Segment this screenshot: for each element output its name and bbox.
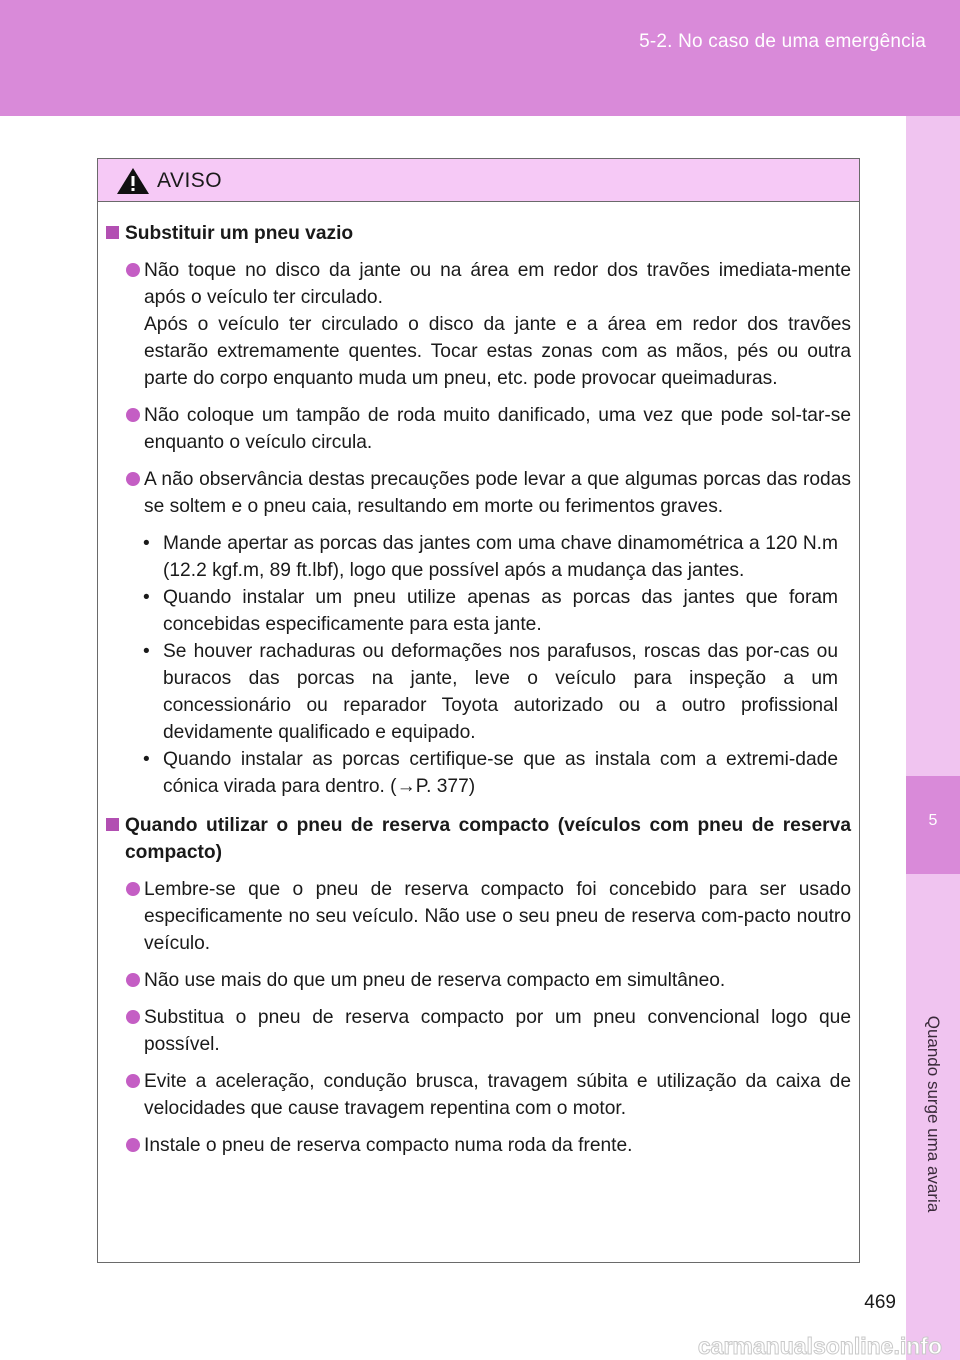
- bullet-item: [106, 967, 851, 994]
- top-header-band: [0, 0, 960, 116]
- dot-bullet-icon: •: [143, 587, 150, 608]
- circle-bullet-icon: [126, 882, 140, 896]
- circle-bullet-icon: [126, 408, 140, 422]
- bullet-paragraph: Evite a aceleração, condução brusca, travagem súbita e utilização da caixa de velocidades que cause travagem repentina com o motor.: [144, 1071, 851, 1119]
- bullet-item: [106, 876, 851, 957]
- sub-list-text: Se houver rachaduras ou deformações nos parafusos, roscas das por-cas ou buracos das porcas na jante, leve o veículo para inspeção a um concessionário ou reparador Toyota autorizado ou a outro profissional devidamente qualificado e equipado.: [163, 641, 838, 743]
- square-bullet-icon: [106, 818, 119, 831]
- bullet-paragraph: Após o veículo ter circulado o disco da jante e a área em redor dos travões estarão extremamente quentes. Tocar estas zonas com as mãos, pés ou outra parte do corpo enquanto muda um pneu, etc. pode provocar queimaduras.: [144, 314, 851, 389]
- bullet-paragraph: Substitua o pneu de reserva compacto por um pneu convencional logo que possível.: [144, 1007, 851, 1055]
- section-title: [106, 812, 851, 866]
- section-title-text: Substituir um pneu vazio: [125, 223, 354, 244]
- bullet-item: [106, 402, 851, 456]
- sub-list-text: Mande apertar as porcas das jantes com uma chave dinamométrica a 120 N.m (12.2 kgf.m, 89 ft.lbf), logo que possível após a mudança das jantes.: [163, 533, 838, 581]
- bullet-item: [106, 1068, 851, 1122]
- warning-title: AVISO: [157, 169, 223, 192]
- sub-list-item: [106, 530, 851, 584]
- circle-bullet-icon: [126, 973, 140, 987]
- sub-list-text: Quando instalar um pneu utilize apenas as porcas das jantes que foram concebidas especificamente para esta jante.: [163, 587, 838, 635]
- warning-header: [98, 159, 859, 202]
- circle-bullet-icon: [126, 472, 140, 486]
- dot-bullet-icon: •: [143, 641, 150, 662]
- sub-list-item: [106, 584, 851, 638]
- bullet-paragraph: Não coloque um tampão de roda muito danificado, uma vez que pode sol-tar-se enquanto o veículo circula.: [144, 405, 851, 453]
- warning-body: [98, 202, 859, 1159]
- circle-bullet-icon: [126, 1138, 140, 1152]
- section-header: 5-2. No caso de uma emergência: [639, 31, 926, 52]
- bullet-paragraph: Não use mais do que um pneu de reserva compacto em simultâneo.: [144, 970, 726, 991]
- circle-bullet-icon: [126, 1074, 140, 1088]
- watermark-text: carmanualsonline.info: [697, 1333, 942, 1359]
- chapter-number: 5: [928, 812, 938, 829]
- watermark: [0, 1332, 960, 1360]
- dot-bullet-icon: •: [143, 533, 150, 554]
- bullet-paragraph: Instale o pneu de reserva compacto numa roda da frente.: [144, 1135, 633, 1156]
- circle-bullet-icon: [126, 263, 140, 277]
- bullet-paragraph: A não observância destas precauções pode levar a que algumas porcas das rodas se soltem e o pneu caia, resultando em morte ou ferimentos graves.: [144, 469, 851, 517]
- sub-list-item: [106, 746, 851, 800]
- bullet-item: [106, 257, 851, 392]
- chapter-side-tab: [906, 116, 960, 1360]
- square-bullet-icon: [106, 226, 119, 239]
- warning-triangle-icon: [116, 167, 150, 200]
- page-number: 469: [864, 1292, 896, 1313]
- circle-bullet-icon: [126, 1010, 140, 1024]
- bullet-item: [106, 1004, 851, 1058]
- warning-box: [97, 158, 860, 1263]
- bullet-paragraph: Lembre-se que o pneu de reserva compacto foi concebido para ser usado especificamente no seu veículo. Não use o seu pneu de reserva com-pacto noutro veículo.: [144, 879, 851, 954]
- sub-list: [106, 530, 851, 800]
- sub-list-item: [106, 638, 851, 746]
- section-title-text: Quando utilizar o pneu de reserva compacto (veículos com pneu de reserva compacto): [125, 815, 851, 863]
- dot-bullet-icon: •: [143, 749, 150, 770]
- sub-list-text: Quando instalar as porcas certifique-se que as instala com a extremi-dade cónica virada para dentro. (→P. 377): [163, 749, 838, 797]
- bullet-paragraph: Não toque no disco da jante ou na área em redor dos travões imediata-mente após o veículo ter circulado.: [144, 260, 851, 308]
- bullet-item: [106, 466, 851, 520]
- chapter-label: Quando surge uma avaria: [924, 1015, 943, 1213]
- bullet-item: [106, 1132, 851, 1159]
- section-title: [106, 220, 851, 247]
